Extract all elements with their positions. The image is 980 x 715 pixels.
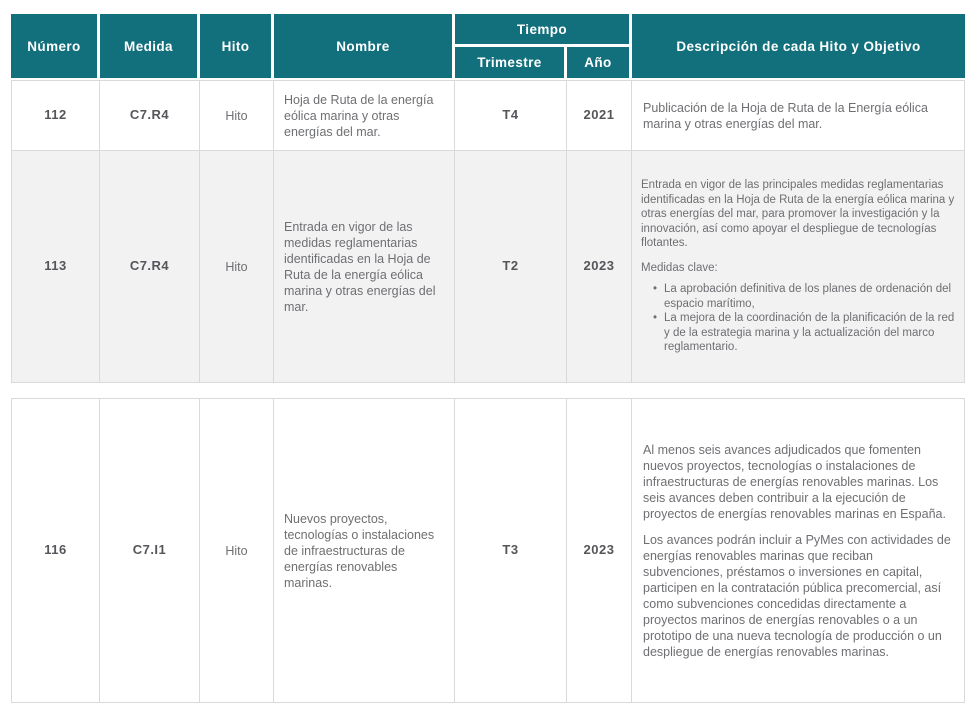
- header-cell-ano: Año: [567, 47, 632, 78]
- header-cell-descripcion: Descripción de cada Hito y Objetivo: [632, 14, 965, 78]
- cell-nombre: Nuevos proyectos, tecnologías o instalaciones de infraestructuras de energías renovables marinas.: [274, 398, 455, 703]
- cell-ano: 2023: [567, 151, 632, 383]
- header-cell-nombre: Nombre: [274, 14, 455, 78]
- table-segment-1: [11, 80, 965, 383]
- table-row-113: [11, 151, 965, 383]
- table-row-116: [11, 398, 965, 703]
- cell-hito: Hito: [200, 398, 274, 703]
- table-header-row: [11, 14, 965, 78]
- cell-nombre: Hoja de Ruta de la energía eólica marina y otras energías del mar.: [274, 80, 455, 151]
- cell-hito: Hito: [200, 151, 274, 383]
- header-subrow-tiempo: [455, 47, 632, 78]
- cell-ano: 2023: [567, 398, 632, 703]
- cell-trimestre: T2: [455, 151, 567, 383]
- cell-descripcion: [632, 398, 965, 703]
- cell-medida: C7.R4: [100, 80, 200, 151]
- medidas-clave-item: • La aprobación definitiva de los planes de ordenación del espacio marítimo,: [653, 282, 955, 311]
- descripcion-paragraph: Al menos seis avances adjudicados que fomenten nuevos proyectos, tecnologías o instalaciones de infraestructuras de energías renovables marinas. Los seis avances deben contribuir a la ejecución de proyectos de energías renovables marinas en España.: [643, 442, 946, 521]
- header-cell-trimestre: Trimestre: [455, 47, 567, 78]
- cell-medida: C7.R4: [100, 151, 200, 383]
- header-cell-medida: Medida: [100, 14, 200, 78]
- cell-hito: Hito: [200, 80, 274, 151]
- cell-numero: 116: [11, 398, 100, 703]
- table-segment-2: [11, 398, 965, 703]
- cell-trimestre: T4: [455, 80, 567, 151]
- cell-ano: 2021: [567, 80, 632, 151]
- cell-nombre: Entrada en vigor de las medidas reglamentarias identificadas en la Hoja de Ruta de la energía eólica marina y otras energías del mar.: [274, 151, 455, 383]
- header-cell-hito: Hito: [200, 14, 274, 78]
- cell-numero: 113: [11, 151, 100, 383]
- cell-trimestre: T3: [455, 398, 567, 703]
- cell-numero: 112: [11, 80, 100, 151]
- medidas-clave-list: [653, 282, 955, 354]
- cell-medida: C7.I1: [100, 398, 200, 703]
- cell-descripcion: [632, 151, 965, 383]
- header-group-tiempo: [455, 14, 632, 78]
- descripcion-paragraph: Los avances podrán incluir a PyMes con actividades de energías renovables marinas que reciban subvenciones, préstamos o inversiones en capital, participen en la contratación pública precomercial, así como subvenciones concedidas directamente a proyectos marinos de energías renovables o a un prototipo de una nueva tecnología de producción o un despliegue de energías renovables marinas.: [643, 532, 951, 659]
- milestones-table: [11, 14, 965, 703]
- cell-descripcion: [632, 80, 965, 151]
- descripcion-paragraph: Entrada en vigor de las principales medidas reglamentarias identificadas en la Hoja de Ruta de la energía eólica marina y otras energías del mar, para promover la investigación y la innovación, así como apoyar el despliegue de tecnologías flotantes.: [641, 179, 955, 250]
- table-row-112: [11, 80, 965, 151]
- header-cell-tiempo: Tiempo: [455, 14, 632, 47]
- medidas-clave-item: • La mejora de la coordinación de la planificación de la red y de la estrategia marina y la actualización del marco reglamentario.: [653, 311, 955, 354]
- header-cell-numero: Número: [11, 14, 100, 78]
- descripcion-paragraph: Medidas clave:: [641, 261, 718, 274]
- descripcion-paragraph: Publicación de la Hoja de Ruta de la Energía eólica marina y otras energías del mar.: [643, 100, 928, 131]
